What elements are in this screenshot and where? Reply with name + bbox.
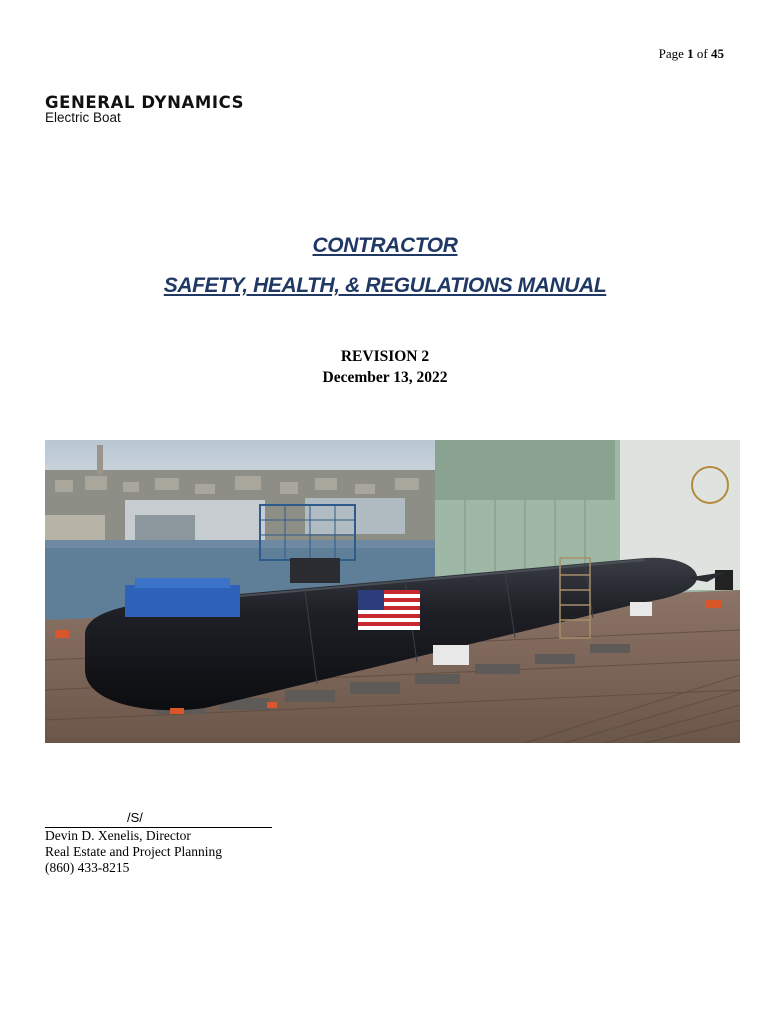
submarine-photo-illustration bbox=[45, 440, 740, 743]
logo-sub-text: Electric Boat bbox=[45, 110, 121, 125]
revision-date: December 13, 2022 bbox=[322, 369, 448, 386]
revision-block bbox=[0, 346, 770, 388]
signer-department: Real Estate and Project Planning bbox=[45, 844, 222, 859]
cover-photo bbox=[45, 440, 740, 743]
signer-name: Devin D. Xenelis, Director bbox=[45, 828, 191, 843]
page-number bbox=[659, 46, 724, 62]
signature-mark: /S/ bbox=[127, 810, 143, 825]
logo-main-text: GENERAL DYNAMICS bbox=[45, 93, 245, 112]
signature-line bbox=[45, 810, 272, 828]
signer-phone: (860) 433-8215 bbox=[45, 860, 130, 875]
page-prefix: Page bbox=[658, 46, 684, 61]
page-total: 45 bbox=[711, 46, 724, 61]
revision-label: REVISION 2 bbox=[340, 348, 430, 365]
company-logo bbox=[45, 94, 244, 125]
page-current: 1 bbox=[687, 46, 694, 61]
document-title-line2: SAFETY, HEALTH, & REGULATIONS MANUAL bbox=[163, 274, 607, 297]
signature-block bbox=[45, 810, 272, 876]
flag-illustration bbox=[358, 590, 420, 630]
document-title-line1: CONTRACTOR bbox=[312, 234, 458, 257]
page-of: of bbox=[696, 46, 708, 61]
